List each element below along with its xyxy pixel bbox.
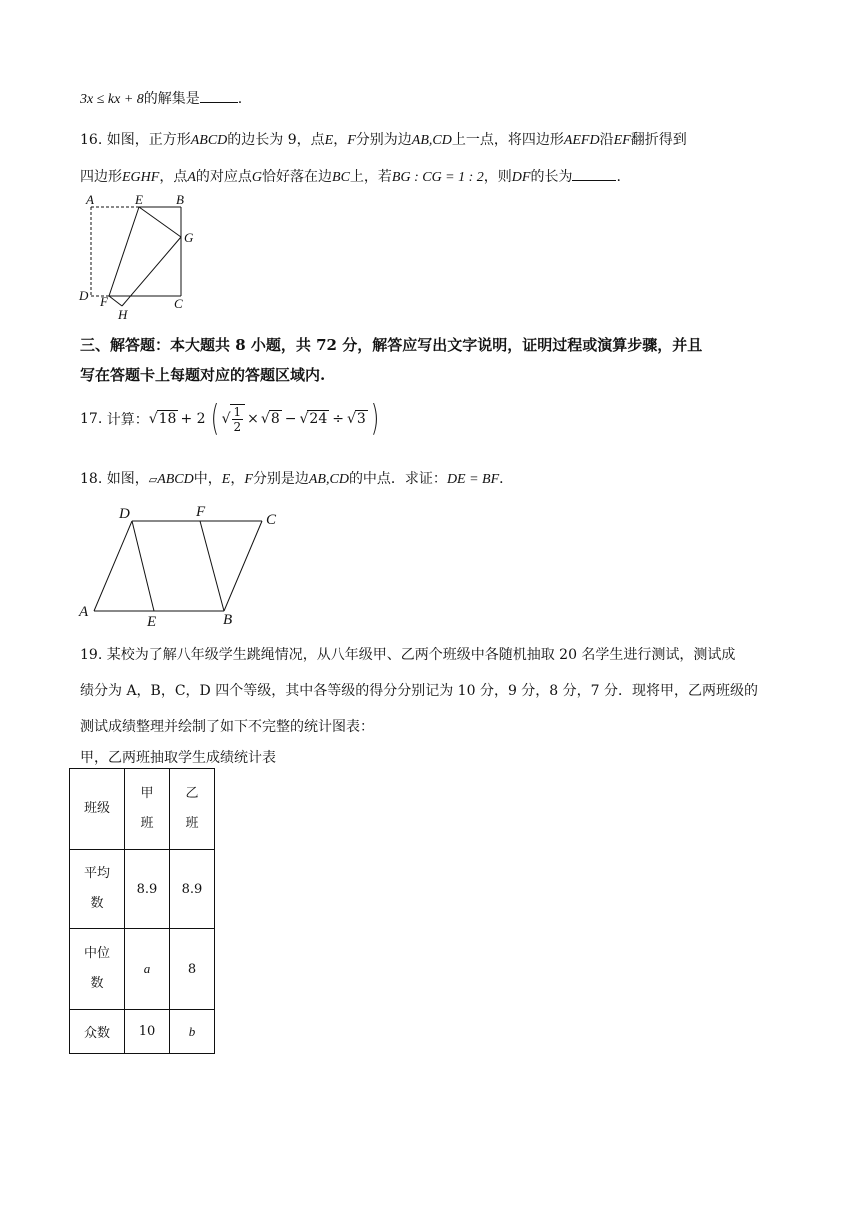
q17-right-paren: ) [370,398,380,439]
q18-label-e: E [147,614,157,630]
q16-fold-line-ef [109,207,139,296]
q16-label-e: E [135,192,143,207]
table-row [70,1010,215,1054]
q16-label-h: H [118,307,128,322]
q16-line2: 四边形EGHF，点A的对应点G恰好落在边BC上，若BG : CG = 1 : 2，则DF的长为 . [80,169,621,185]
q15-answer-blank [200,90,238,103]
row-label-mode: 众数 [70,1010,125,1054]
q16-label-a: A [86,192,94,207]
q15-text: 的解集是 [143,91,200,107]
q19-line1: 19. 某校为了解八年级学生跳绳情况，从八年级甲、乙两个班级中各随机抽取 20 名学生进行测试，测试成 [80,647,736,663]
q17-half-fraction: $\frac{1}{2}$ [230,404,246,434]
q18-label-c: C [266,512,277,528]
cell-jia-mode: 10 [125,1010,170,1054]
cell-yi-mode: b [170,1010,215,1054]
table-row [70,850,215,929]
q16-label-f: F [100,294,108,309]
q18-label-b: B [223,612,233,628]
q16-answer-blank [572,168,616,181]
row-label-mean: 平均 数 [70,850,125,929]
q16-edge-fh [109,296,122,306]
header-cell-class: 班级 [70,769,125,850]
q16-square-figure [74,192,204,322]
q16-label-b: B [176,192,184,207]
q18-edge-bc [224,521,262,611]
q17-line: 17. 计算： √ 18 + 2 ( √ $\frac{1}{2}$ × √ 8 − √ 24 ÷ √ 3 ) [80,398,380,439]
header-cell-yi: 乙 班 [170,769,215,850]
q18-segment-bf [200,521,224,611]
q16-line1: 16. 如图，正方形ABCD的边长为 9，点E，F分别为边AB,CD上一点，将四边形AEFD沿EF翻折得到 [80,132,687,148]
q16-edge-eg [139,207,181,237]
q17-left-paren: ( [210,398,219,439]
section3-heading-line1: 三、解答题：本大题共 8 小题，共 72 分，解答应写出文字说明，证明过程或演算步骤，并且 [80,336,703,354]
row-label-median: 中位 数 [70,929,125,1010]
q16-label-c: C [174,296,183,311]
q18-label-f: F [196,504,206,520]
q18-line: 18. 如图，▱ABCD中，E，F分别是边AB,CD的中点．求证：DE = BF． [80,471,514,487]
cell-jia-mean: 8.9 [125,850,170,929]
q16-label-g: G [184,230,194,245]
cell-jia-median: a [125,929,170,1010]
q15-tail: 3x ≤ kx + 8的解集是 . [80,91,243,107]
q19-line2: 绩分为 A，B，C，D 四个等级，其中各等级的得分分别记为 10 分，9 分，8 分，7 分．现将甲，乙两班级的 [80,683,759,699]
cell-yi-mean: 8.9 [170,850,215,929]
cell-yi-median: 8 [170,929,215,1010]
q15-expression: 3x ≤ kx + 8 [80,92,144,107]
table-header-row [70,769,215,850]
q18-label-a: A [79,604,89,620]
q19-table-title: 甲，乙两班抽取学生成绩统计表 [80,750,276,766]
q18-label-d: D [119,506,130,522]
q19-stats-table [69,768,215,1054]
section3-heading-line2: 写在答题卡上每题对应的答题区域内. [80,366,326,384]
q18-edge-ad [94,521,132,611]
q19-line3: 测试成绩整理并绘制了如下不完整的统计图表： [80,719,374,735]
header-cell-jia: 甲 班 [125,769,170,850]
q18-segment-de [132,521,154,611]
q16-label-d: D [79,288,89,303]
table-row [70,929,215,1010]
q18-parallelogram-figure [74,500,294,630]
